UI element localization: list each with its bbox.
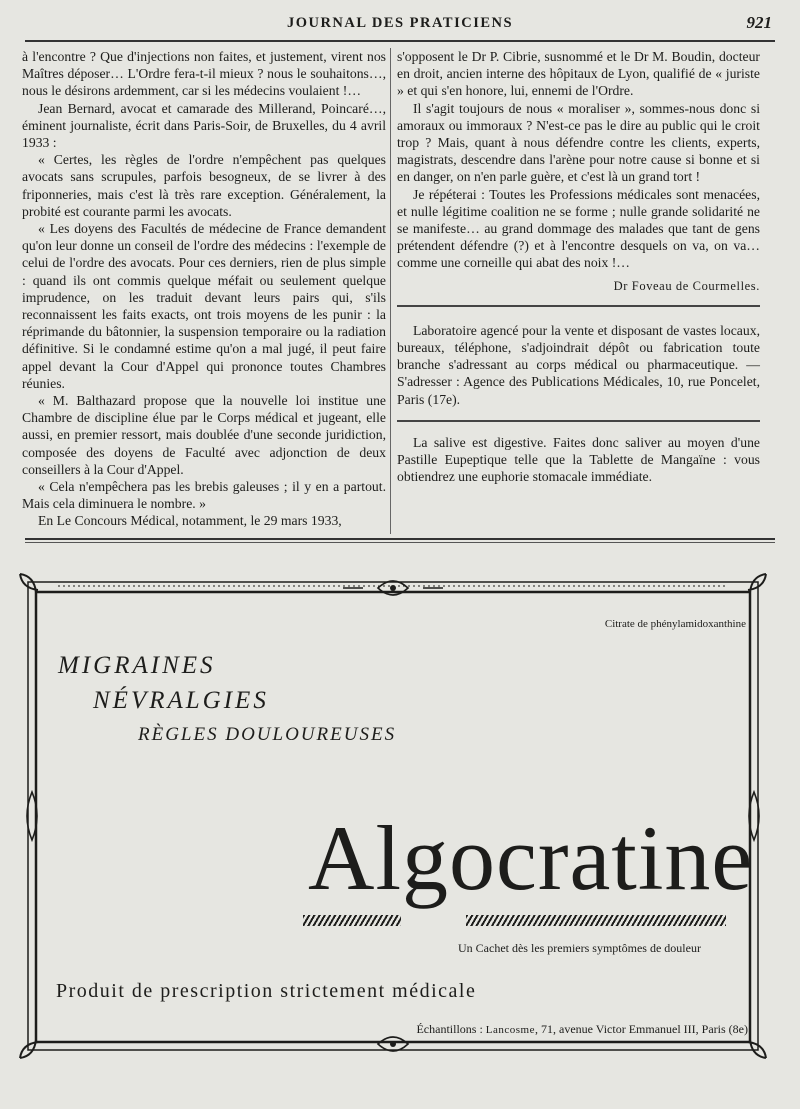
samples-label: Échantillons : (416, 1022, 483, 1036)
tagline: Un Cachet dès les premiers symptômes de douleur (458, 941, 701, 955)
indication-line: NÉVRALGIES (93, 687, 269, 714)
quote-paragraph: « M. Balthazard propose que la nouvelle loi institue une Chambre de discipline élue par le Corps médical et jugeant, elle aussi, en premier ressort, mais doublée d'une seconde juridiction, composée des doyens de Faculté avec adjonction de deux conseillers à la Cour d'Appel. (22, 393, 386, 477)
indication-line: MIGRAINES (58, 652, 216, 679)
algocratine-advert (18, 572, 768, 1060)
classified-ad: Laboratoire agencé pour la vente et disposant de vastes locaux, bureaux, téléphone, s'adjoindrait dépôt ou fabrication toute branche s'adressant au corps médical ou pharmaceutique. — S'adresser : Agence des Publications Médicales, 10, rue Poncelet, Paris (17e). (397, 322, 760, 407)
company-name: Lancosme (485, 1024, 535, 1036)
paragraph: Jean Bernard, avocat et camarade des Millerand, Poincaré…, éminent journaliste, écrit dans Paris-Soir, de Bruxelles, du 4 avril 1933 : (22, 100, 386, 151)
right-column (397, 48, 760, 485)
paragraph: Il s'agit toujours de nous « moraliser », sommes-nous donc si amoraux ou immoraux ? N'est-ce pas le dire au public qui le croit trop ? Mais, quant à nous défendre contre les clients, experts, magistrats, descendre dans l'arène pour notre cause si bonne et si en danger, on n'en parle guère, et c'est là un grand tort ! (397, 100, 760, 185)
classified-ad: La salive est digestive. Faites donc saliver au moyen d'une Pastille Eupeptique telle que la Tablette de Mangaïne : vous obtiendrez une euphorie stomacale immédiate. (397, 434, 760, 485)
section-rule (397, 305, 760, 307)
paragraph: s'opposent le Dr P. Cibrie, susnommé et le Dr M. Boudin, docteur en droit, ancien interne des hôpitaux de Lyon, qualifié de « juriste » et qui s'en honore, lui, ennemi de l'Ordre. (397, 49, 760, 99)
decorative-stripe (303, 915, 401, 926)
samples-address (416, 1022, 748, 1037)
running-title: JOURNAL DES PRATICIENS (286, 15, 514, 31)
bottom-rule (25, 542, 775, 543)
paragraph: En Le Concours Médical, notamment, le 29 mars 1933, (38, 513, 342, 529)
paragraph: à l'encontre ? Que d'injections non faites, et justement, virent nos Maîtres déposer… L'Ordre fera-t-il mieux ? nous le souhaitons…, nous le désirons ardemment, car si les médecins voulaient !… (22, 49, 386, 99)
brand-name: Algocratine (308, 807, 754, 909)
company-address: , 71, avenue Victor Emmanuel III, Paris (8e) (535, 1022, 748, 1036)
section-rule (397, 420, 760, 422)
quote-paragraph: « Certes, les règles de l'ordre n'empêchent pas quelques avocats sans scrupules, parfois besogneux, de se livrer à des friponneries, mais c'est là très rare exception. Généralement, la probité est courante parmi les avocats. (22, 152, 386, 219)
decorative-stripe (466, 915, 726, 926)
prescription-notice: Produit de prescription strictement médicale (56, 980, 477, 1002)
quote-paragraph: « Les doyens des Facultés de médecine de France demandent qu'on leur donne un conseil de l'ordre des médecins : l'exemple de celui de l'ordre des avocats. Pour ces derniers, rien de plus simple : quand ils ont commis quelque méfait ou seulement quelque imprudence, on les traduit devant leurs pairs qui, s'ils reconnaissent les faits exacts, ont trois moyens de les punir : la réprimande du bâtonnier, la suspension temporaire ou la radiation définitive. Si le condamné estime qu'on a mal jugé, il peut faire appel devant la Cour d'Appel qui prononce toutes Chambres réunies. (22, 221, 386, 391)
column-divider (390, 48, 391, 534)
paragraph: Je répéterai : Toutes les Professions médicales sont menacées, et nulle légitime coalition ne se forme ; nulle grande solidarité ne se manifeste… au grand dommage des malades que tant de gens prétendent défendre (?) et à l'encontre desquels on va, on va… comme une corneille qui abat des noix !… (397, 186, 760, 271)
left-column (22, 48, 386, 530)
quote-paragraph: « Cela n'empêchera pas les brebis galeuses ; il y en a partout. Mais cela diminuera le nombre. » (22, 479, 386, 512)
page-header (20, 12, 780, 40)
indication-line: RÈGLES DOULOUREUSES (138, 724, 397, 745)
page-number: 921 (746, 13, 772, 32)
header-rule (25, 40, 775, 42)
author-signature: Dr Foveau de Courmelles. (613, 278, 760, 293)
chemical-name: Citrate de phénylamidoxanthine (604, 618, 746, 630)
bottom-rule (25, 538, 775, 540)
